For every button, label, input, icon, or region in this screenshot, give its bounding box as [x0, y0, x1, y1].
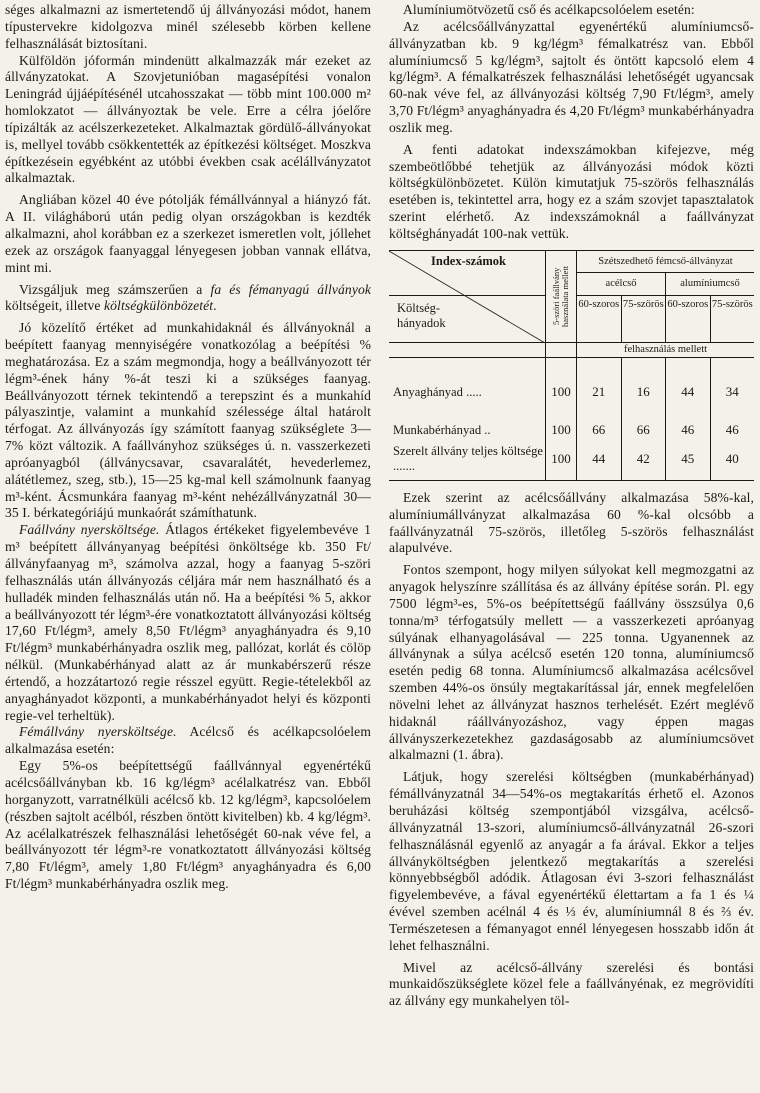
- metal-header: Szétszedhető fémcső-állványzat: [577, 250, 755, 273]
- paragraph: séges alkalmazni az ismertetendő új állványozási módot, hanem típustervekre kidolgozva minél szélesebb körben kellene felhasználását biztosítani.: [5, 2, 371, 51]
- paragraph-wood-cost: Faállvány nyersköltsége. Átlagos értékeket figyelembevéve 1 m³ beépített állványanyag beépítési önköltsége kb. 350 Ft/állványfaanyag m³, számolva azzal, hogy a faanyag 5-szöri felhasználás után állványozás céljára már nem használható és a hulladék minden felhasználás után nő. Ha a beépítési % 5, akkor a beállványozott tér légm³-ére vonatkoztatott állványozási költség 17,60 Ft/légm³, amely 8,50 Ft/légm³ anyaghányadra és 9,10 Ft/légm³ munkabérhányadra oszlik meg, pallózat, korlát és cölöp nélkül. (Munkabérhányad alatt az ár munkabérszerű része értendő, a hozzátartozó regie résszel együtt. Regie-tételekből az anyaghányadot központi, a munkabérhányadot helyi és központi regie-vel terheltük).: [5, 522, 372, 723]
- subheading: Fémállvány nyersköltsége.: [19, 724, 177, 740]
- paragraph-intro: Vizsgáljuk meg számszerűen a fa és fémanyagú állványok költségeit, illetve költségkülönbözetét.: [5, 281, 371, 314]
- paragraph: Mivel az acélcső-állvány szerelési és bontási munkaidőszükséglete közel fele a faállványénak, ez megrövidíti az állvány egy munkahelyen töl-: [389, 959, 754, 1009]
- index-label: Index-számok: [431, 253, 507, 268]
- steel-75-header: 75-szörös: [621, 295, 666, 342]
- paragraph: Egy 5%-os beépítettségű faállvánnyal egyenértékű acélcsőállványban kb. 16 kg/légm³ acélalkatrész van. Ebből horganyzott, varratnélküli acélcső kb. 12 kg/légm³, kapcsolóelem (részben sajtolt acélból, részben öntött kivitelben) kb. 4 kg/légm³. Az acélalkatrészek felhasználási lehetőségét 60-nak véve fel, a beállványozott tér légm³-re vonatkoztatott állványozási költség 7,80 Ft/légm³, amely 1,80 Ft/légm³ anyaghányadra és 6,00 Ft/légm³ munkabérhányadra oszlik meg.: [5, 758, 371, 892]
- paragraph-metal-cost: Fémállvány nyersköltsége. Acélcső és acélkapcsolóelem alkalmazása esetén:: [5, 724, 371, 757]
- table-row: Anyaghányad ..... 100 21 16 44 34: [389, 357, 754, 400]
- wood-header: 5-szöri faállvány használata mellett: [546, 250, 577, 342]
- left-column: [5, 2, 371, 893]
- alu-header: alumíniumcső: [666, 273, 755, 296]
- paragraph: Ezek szerint az acélcsőállvány alkalmazása 58%-kal, alumíniumállványzat alkalmazása 60 %-kal olcsóbb a faállványzatnál 75-szörös, illetőleg 5-szörös felhasználást alapulvéve.: [389, 489, 754, 556]
- paragraph: Jó közelítő értéket ad munkahidaknál és állványoknál a beépített faanyag mennyiségére vonatkozólag a beépítési % meghatározása. Ez a szám megmondja, hogy a beállványozott tér légm³-ének hány %-át teszi ki a szükséges faanyag. Beállványozott térnek tekintendő a terepszint és a munkahíd pályaszintje, valamint a munkahíd szélessége által határolt térfogat. Az állványozás így számított faanyag szükséglete 3—7% közt változik. A faállványhoz szükséges ú. n. vasszerkezeti apróanyagból (állványcsavar, csavaralátét, hevederlemez, alátétlemez, szeg, stb.), 15—25 kg-mal kell számolnunk faanyag m³-ként. Ácsmunkára faanyag m³-ként nehézállványzatnál 30—35 I. bérkategóriájú munkaórát számíthatunk.: [5, 320, 371, 521]
- alu-75-header: 75-szörös: [710, 295, 754, 342]
- paragraph: Fontos szempont, hogy milyen súlyokat kell megmozgatni az anyagok helyszínre szállítása és az állvány építése során. Pl. egy 7500 légm³-es, 5%-os beépítettségű faállvány összsúlya 0,6 tonna/m³ térfogatsúly mellett — a vasszerkezeti apróanyag súlyának elhanyagolásával — 225 tonna. Ugyanennek az állványnak a súlya acélcső esetén 120 tonna, alumíniumcső esetén pedig 68 tonna. Alumíniumcső alkalmazása acélcsővel szemben 44%-os önsúly megtakarítással jár, ennek megfelelően növelni lehet az állványzat hasznos terhelését. Ezért meglévő hidaknál ráállványozáshoz, vagy éppen magas állványszerkezetekhez gazdaságosabb az alumíniumcsövet alkalmazni (1. ábra).: [389, 562, 754, 763]
- table-row: Munkabérhányad .. 100 66 66 46 46: [389, 400, 754, 438]
- steel-header: acélcső: [577, 273, 666, 296]
- table-corner: [389, 250, 546, 330]
- paragraph: Látjuk, hogy szerelési költségben (munkabérhányad) fémállványzatnál 34—54%-os megtakarítás érhető el. Azonos beruházási költség szempontjából vizsgálva, acélcső-állványzatnál 13-szori, alumíniumcső-állványzatnál 26-szori felhasználásnál egyenlő az anyagár a fa árával. Ekkor a teljes állványköltségben jelentkező megtakarítás a szerelési könnyebbségből adódik. Átlagosan évi 3-szori felhasználást figyelembevéve, a fával egyenértékű élettartam a fa 1 és ¼ évével szemben acélnál 4 és ⅓ év, alumíniumnál 8 és ⅔ év. Természetesen a fémanyagot ennél lényegesen hosszabb időn át lehet felhasználni.: [389, 769, 754, 953]
- paragraph: Az acélcsőállványzattal egyenértékű alumíniumcső-állványzatban kb. 9 kg/légm³ fémalkatrész van. Ebből alumíniumcső 5 kg/légm³, sajtolt és öntött kapcsoló elem 4 kg/légm³. A fémalkatrészek felhasználási lehetőségét ugyancsak 60-nak véve fel, az állványozási költség 7,90 Ft/légm³, amely 3,70 Ft/légm³ anyaghányadra és 4,20 Ft/légm³ munkabérhányadra oszlik meg.: [389, 18, 754, 135]
- cost-label: Költség-hányadok: [397, 300, 446, 330]
- steel-60-header: 60-szoros: [577, 295, 622, 342]
- paragraph: Alumíniumötvözetű cső és acélkapcsolóelem esetén:: [403, 2, 695, 17]
- usage-header: felhasználás mellett: [577, 342, 755, 357]
- index-table: [389, 250, 754, 481]
- paragraph: Külföldön jóformán mindenütt alkalmazzák már ezeket az állványzatokat. A Szovjetunióban magasépítési vonalon Leningrád újjáépítésénél utcahosszakat — több mint 100.000 m² homlokzatot — állványoztak be vele. Erre a célra jóelőre típizálták az acélszerkezeteket. Alkalmaztak gördülő-állványokat is, mellyel tovább csökkentették az építkezési költséget. Moszkva építkezésein egyébként az utóbbi években csak acélállványzatot alkalmaztak.: [5, 52, 371, 186]
- right-column: [389, 2, 754, 1010]
- paragraph: Angliában közel 40 éve pótolják fémállvánnyal a hiányzó fát. A II. világháború után pedig olyan országokban is kezdték alkalmazni, ahol korábban ez a szerkezet ismeretlen volt, jóllehet ezek az országok faanyaggal lényegesen jobban vannak ellátva, mint mi.: [5, 192, 371, 275]
- paragraph: A fenti adatokat indexszámokban kifejezve, még szembeötlőbbé tehetjük az állványozási módok közti költségkülönbözetet. Külön kimutatjuk 75-szörös felhasználás esetében is, tekintettel arra, hogy ez a szám szovjet tapasztalatok szerint elérhető. Az indexszámoknál a faállványzat költséghányadát 100-nak vettük.: [389, 141, 754, 241]
- alu-60-header: 60-szoros: [666, 295, 711, 342]
- table-row: Szerelt állvány teljes költsége ....... 100 44 42 45 40: [389, 438, 754, 481]
- subheading: Faállvány nyersköltsége.: [19, 522, 160, 538]
